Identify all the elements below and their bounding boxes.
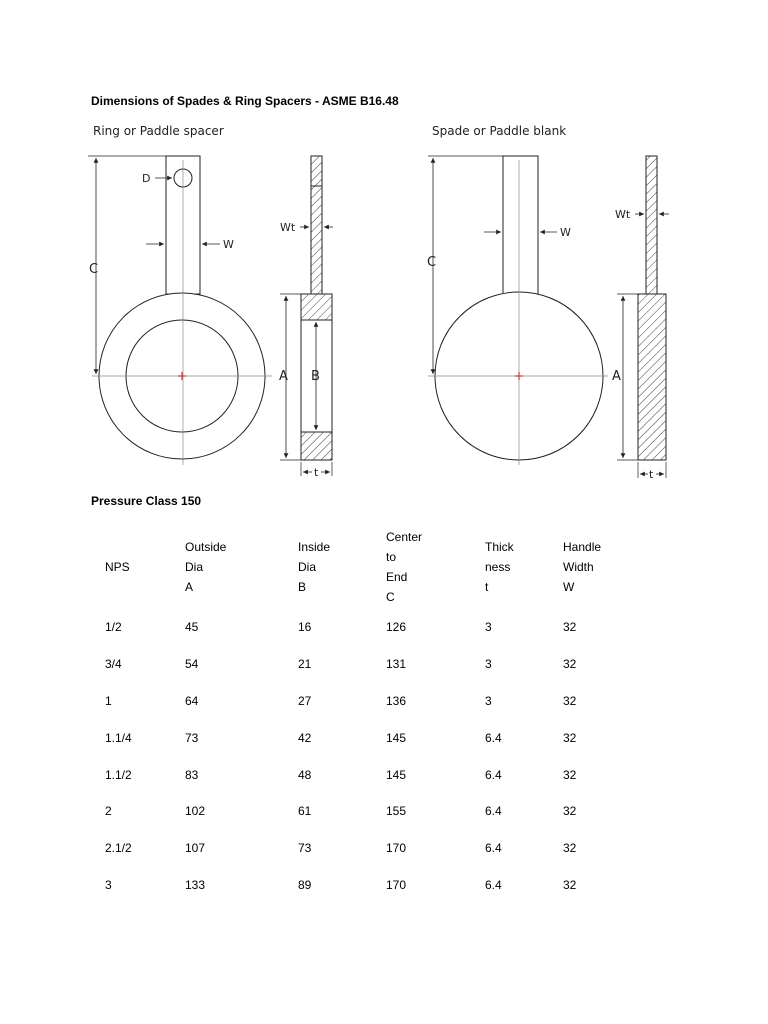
table-cell: 145 bbox=[386, 730, 407, 745]
table-cell: 155 bbox=[386, 804, 407, 819]
technical-drawing bbox=[0, 0, 768, 480]
table-cell: 126 bbox=[386, 620, 407, 635]
header-line: ness bbox=[485, 560, 511, 574]
header-line: t bbox=[485, 580, 489, 594]
table-cell: 6.4 bbox=[485, 841, 502, 856]
table-cell: 136 bbox=[386, 693, 407, 708]
table-cell: 3 bbox=[485, 693, 492, 708]
table-cell: 1 bbox=[105, 693, 112, 708]
table-cell: 54 bbox=[185, 657, 199, 672]
table-cell: 32 bbox=[563, 693, 577, 708]
ring-spacer-side-view bbox=[280, 156, 333, 476]
header-line: W bbox=[563, 580, 575, 594]
table-row bbox=[91, 793, 643, 830]
table-row bbox=[91, 756, 643, 793]
table-row bbox=[91, 867, 643, 904]
header-line: NPS bbox=[105, 560, 130, 574]
table-cell: 1.1/2 bbox=[105, 767, 132, 782]
header-line: Thick bbox=[485, 540, 514, 554]
table-cell: 2.1/2 bbox=[105, 841, 132, 856]
header-line: Dia bbox=[185, 560, 204, 574]
table-row bbox=[91, 719, 643, 756]
table-cell: 32 bbox=[563, 657, 577, 672]
table-row bbox=[91, 609, 643, 646]
table-cell: 45 bbox=[185, 620, 199, 635]
table-body bbox=[91, 609, 643, 903]
table-row bbox=[91, 830, 643, 867]
table-cell: 1/2 bbox=[105, 620, 122, 635]
table-row bbox=[91, 646, 643, 683]
dimensions-table bbox=[91, 525, 643, 903]
label-d: D bbox=[142, 172, 151, 185]
table-cell: 170 bbox=[386, 841, 407, 856]
table-cell: 32 bbox=[563, 767, 577, 782]
header-line: Dia bbox=[298, 560, 317, 574]
table-cell: 89 bbox=[298, 877, 312, 892]
table-cell: 6.4 bbox=[485, 804, 502, 819]
table-cell: 107 bbox=[185, 841, 206, 856]
spade-side-view bbox=[617, 156, 669, 478]
table-cell: 73 bbox=[185, 730, 199, 745]
label-a-left: A bbox=[279, 369, 288, 384]
label-w-right: W bbox=[560, 226, 571, 239]
spade-front-view bbox=[428, 156, 608, 465]
header-line: to bbox=[386, 550, 397, 564]
table-cell: 42 bbox=[298, 730, 312, 745]
table-cell: 27 bbox=[298, 693, 312, 708]
header-line: Outside bbox=[185, 540, 227, 554]
header-outside-dia bbox=[185, 525, 298, 609]
table-cell: 3 bbox=[105, 877, 112, 892]
table-cell: 32 bbox=[563, 620, 577, 635]
label-t-right: t bbox=[649, 468, 654, 480]
table-cell: 3/4 bbox=[105, 657, 122, 672]
ring-spacer-front-view bbox=[88, 156, 272, 465]
header-line: Center bbox=[386, 530, 423, 544]
table-cell: 6.4 bbox=[485, 730, 502, 745]
header-center-to-end bbox=[386, 525, 485, 609]
header-line: End bbox=[386, 570, 408, 584]
document-title: Dimensions of Spades & Ring Spacers - ASME B16.48 bbox=[91, 94, 399, 108]
table-row bbox=[91, 683, 643, 720]
header-line: Handle bbox=[563, 540, 602, 554]
table-cell: 73 bbox=[298, 841, 312, 856]
table-cell: 16 bbox=[298, 620, 312, 635]
table-cell: 3 bbox=[485, 620, 492, 635]
header-line: B bbox=[298, 580, 307, 594]
table-cell: 64 bbox=[185, 693, 199, 708]
table-cell: 6.4 bbox=[485, 767, 502, 782]
header-line: Inside bbox=[298, 540, 331, 554]
table-cell: 145 bbox=[386, 767, 407, 782]
label-a-right: A bbox=[612, 369, 621, 384]
header-line: C bbox=[386, 590, 395, 604]
header-line: Width bbox=[563, 560, 594, 574]
table-cell: 21 bbox=[298, 657, 312, 672]
table-cell: 61 bbox=[298, 804, 312, 819]
table-header-row bbox=[91, 525, 643, 609]
table-cell: 2 bbox=[105, 804, 112, 819]
header-thickness bbox=[485, 525, 563, 609]
table-cell: 102 bbox=[185, 804, 206, 819]
label-c-left: C bbox=[89, 262, 99, 277]
header-handle-width bbox=[563, 525, 643, 609]
label-wt-left: Wt bbox=[280, 221, 296, 234]
table-cell: 83 bbox=[185, 767, 199, 782]
label-c-right: C bbox=[427, 255, 437, 270]
header-nps bbox=[91, 525, 185, 609]
table-cell: 3 bbox=[485, 657, 492, 672]
ring-spacer-caption: Ring or Paddle spacer bbox=[93, 124, 224, 138]
table-cell: 32 bbox=[563, 841, 577, 856]
table-cell: 32 bbox=[563, 730, 577, 745]
table-cell: 48 bbox=[298, 767, 312, 782]
label-t-left: t bbox=[314, 466, 319, 479]
table-cell: 32 bbox=[563, 877, 577, 892]
label-wt-right: Wt bbox=[615, 208, 631, 221]
header-inside-dia bbox=[298, 525, 386, 609]
label-b: B bbox=[311, 369, 320, 384]
table-cell: 131 bbox=[386, 657, 407, 672]
table-cell: 6.4 bbox=[485, 877, 502, 892]
section-title: Pressure Class 150 bbox=[91, 494, 202, 508]
table-cell: 1.1/4 bbox=[105, 730, 132, 745]
table-cell: 133 bbox=[185, 877, 206, 892]
table-cell: 170 bbox=[386, 877, 407, 892]
spade-blank-caption: Spade or Paddle blank bbox=[432, 124, 567, 138]
table-cell: 32 bbox=[563, 804, 577, 819]
label-w-left: W bbox=[223, 238, 234, 251]
header-line: A bbox=[185, 580, 194, 594]
spade-handle bbox=[503, 156, 538, 294]
